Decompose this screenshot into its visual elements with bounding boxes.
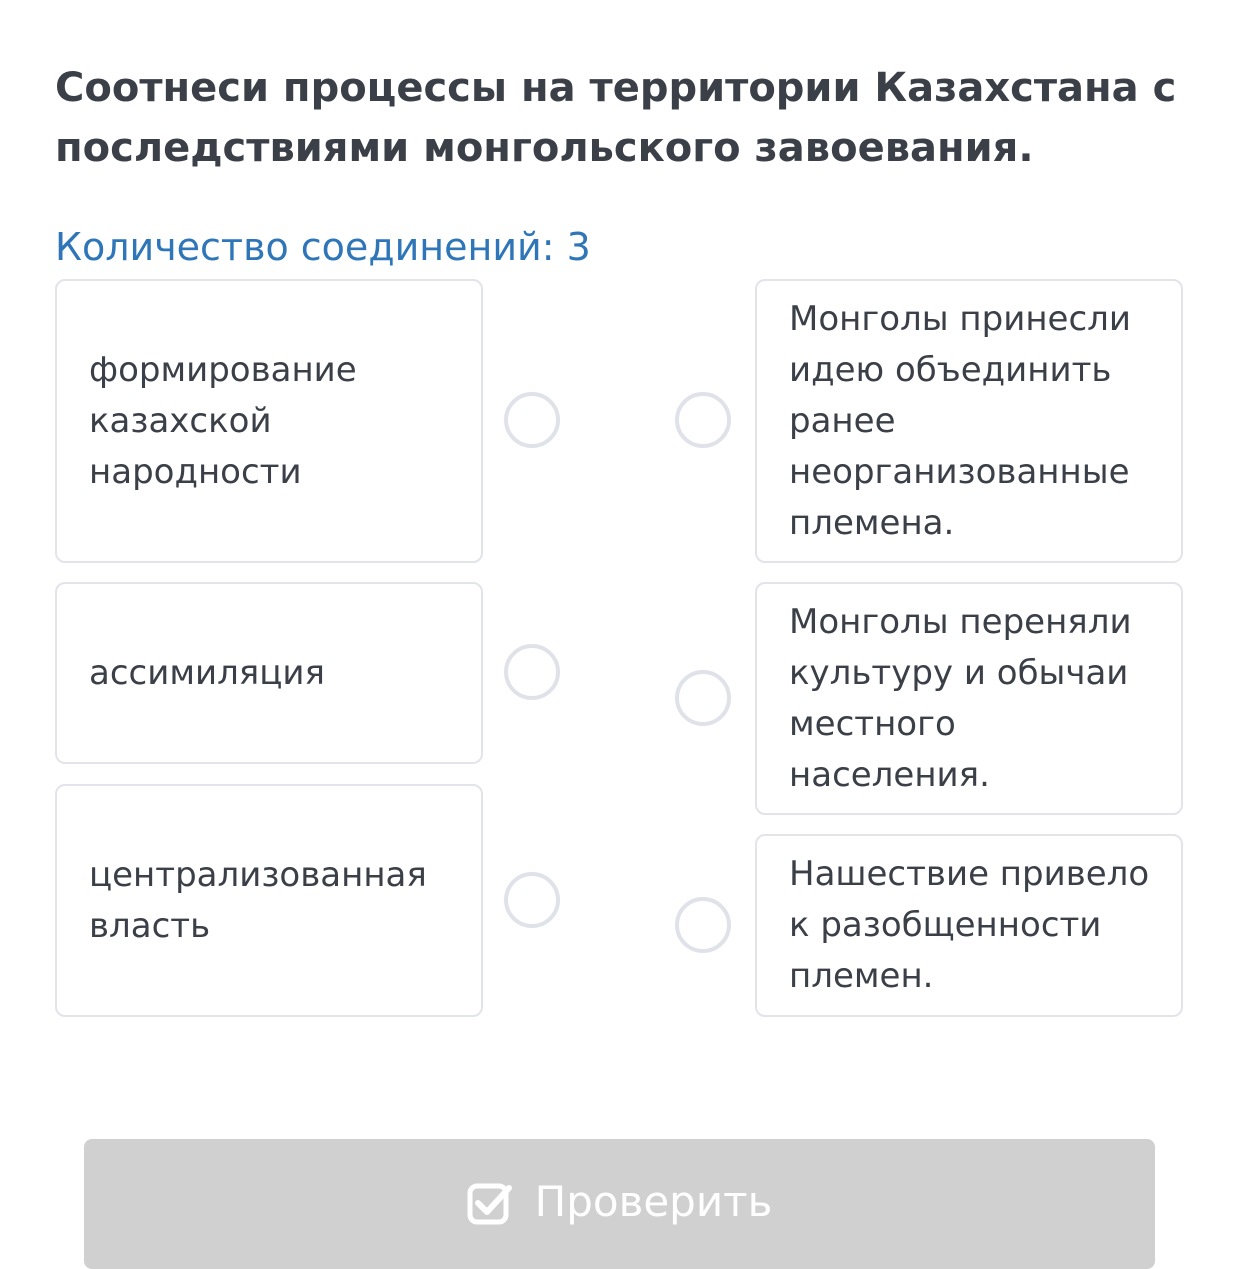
left-item-label: ассимиляция (89, 652, 325, 693)
left-connector-2[interactable] (504, 644, 560, 700)
connections-label: Количество соединений: (55, 225, 555, 269)
right-item-2[interactable] (755, 582, 1183, 815)
connections-counter (55, 222, 591, 272)
right-connector-3[interactable] (675, 897, 731, 953)
left-connector-1[interactable] (504, 392, 560, 448)
check-button[interactable] (84, 1139, 1155, 1269)
left-item-1[interactable] (55, 279, 483, 563)
right-connector-1[interactable] (675, 392, 731, 448)
check-button-label: Проверить (534, 1177, 773, 1226)
question-title: Соотнеси процессы на территории Казахстана с последствиями монгольского завоевания. (55, 65, 1177, 171)
right-item-label: Монголы переняли культуру и обычаи местного населения. (789, 601, 1132, 795)
right-item-label: Монголы принесли идею объединить ранее неорганизованные племена. (789, 298, 1131, 543)
left-item-3[interactable] (55, 784, 483, 1017)
left-item-label: формирование казахской народности (89, 349, 357, 492)
right-item-label: Нашествие привело к разобщенности племен. (789, 854, 1150, 996)
right-connector-2[interactable] (675, 670, 731, 726)
left-connector-3[interactable] (504, 872, 560, 928)
left-item-label: централизованная власть (89, 854, 427, 946)
connections-count: 3 (566, 225, 591, 269)
checkbox-check-icon (467, 1181, 513, 1227)
left-item-2[interactable] (55, 582, 483, 764)
right-item-1[interactable] (755, 279, 1183, 563)
right-item-3[interactable] (755, 834, 1183, 1017)
